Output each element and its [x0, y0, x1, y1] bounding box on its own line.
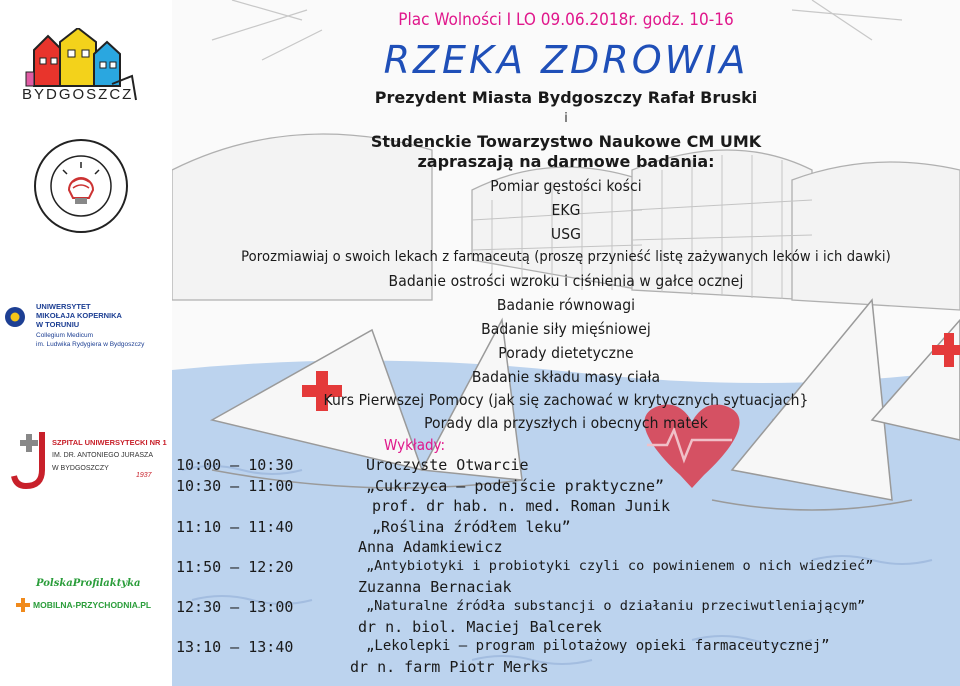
lecture-title: „Cukrzyca – podejście praktyczne”: [366, 477, 665, 495]
event-title: RZEKA ZDROWIA: [383, 38, 749, 82]
lecture-title: „Antybiotyki i probiotyki czyli co powinienem o nich wiedzieć”: [366, 558, 874, 574]
service-item: Pomiar gęstości kości: [490, 177, 642, 195]
szpital-line-3: W BYDGOSZCZY: [52, 465, 109, 472]
lecture-title: „Naturalne źródła substancji o działaniu przeciwutleniającym”: [366, 598, 866, 614]
szpital-logo: [10, 430, 170, 494]
event-place-date: Plac Wolności I LO 09.06.2018r. godz. 10-16: [398, 10, 734, 30]
invite-line: zapraszają na darmowe badania:: [417, 152, 715, 171]
umk-logo: [4, 300, 172, 360]
bydgoszcz-label: BYDGOSZCZ: [22, 86, 134, 103]
pp-line-2: MOBILNA-PRZYCHODNIA.PL: [33, 600, 152, 610]
umk-line-4: Collegium Medicum: [36, 332, 94, 339]
host-and: i: [564, 111, 568, 126]
stn-seal-icon: [33, 138, 129, 234]
service-item: Badanie składu masy ciała: [471, 368, 661, 386]
lecture-title: Uroczyste Otwarcie: [366, 456, 529, 474]
szpital-line-1: SZPITAL UNIWERSYTECKI NR 1: [52, 438, 167, 447]
lecture-speaker: Anna Adamkiewicz: [358, 538, 503, 556]
service-item: Porady dietetyczne: [498, 344, 634, 362]
lecture-time: 11:50 – 12:20: [176, 558, 294, 576]
service-item: USG: [550, 225, 582, 243]
szpital-year: 1937: [136, 472, 152, 479]
service-item: Badanie ostrości wzroku i ciśnienia w gałce ocznej: [388, 272, 744, 290]
lecture-time: 13:10 – 13:40: [176, 638, 294, 656]
host-stn: Studenckie Towarzystwo Naukowe CM UMK: [370, 132, 762, 151]
service-item: Badanie równowagi: [496, 296, 636, 314]
umk-line-2: MIKOŁAJA KOPERNIKA: [36, 311, 122, 320]
szpital-j-icon: [10, 430, 50, 490]
umk-line-5: im. Ludwika Rydygiera w Bydgoszczy: [36, 341, 145, 348]
szpital-line-2: IM. DR. ANTONIEGO JURASZA: [52, 452, 153, 459]
service-item: EKG: [551, 201, 581, 219]
lecture-time: 11:10 – 11:40: [176, 518, 294, 536]
medical-cross-icon: [16, 598, 30, 612]
pp-line-1: PolskaProfilaktyka: [36, 578, 141, 589]
lectures-heading: Wykłady:: [384, 436, 445, 454]
service-item: Kurs Pierwszej Pomocy (jak się zachować w krytycznych sytuacjach}: [323, 391, 809, 409]
umk-emblem-icon: [4, 304, 26, 330]
lecture-speaker: prof. dr hab. n. med. Roman Junik: [372, 497, 671, 515]
polska-profilaktyka-logo: [16, 578, 166, 618]
umk-line-1: UNIWERSYTET: [36, 302, 91, 311]
lecture-title: „Roślina źródłem leku”: [372, 518, 571, 536]
lecture-speaker: Zuzanna Bernaciak: [358, 578, 512, 596]
lecture-title: „Lekolepki – program pilotażowy opieki farmaceutycznej”: [366, 638, 830, 654]
poster: [172, 0, 960, 686]
lecture-speaker: dr n. farm Piotr Merks: [350, 658, 549, 676]
service-item: Porozmiawiaj o swoich lekach z farmaceutą (proszę przynieść listę zażywanych leków i ich dawki): [241, 248, 891, 265]
lecture-time: 10:00 – 10:30: [176, 456, 294, 474]
service-item: Porady dla przyszłych i obecnych matek: [424, 414, 708, 432]
logo-column: [0, 0, 172, 686]
stn-logo: [33, 138, 129, 234]
service-item: Badanie siły mięśniowej: [481, 320, 651, 338]
umk-line-3: W TORUNIU: [36, 320, 80, 329]
lecture-time: 12:30 – 13:00: [176, 598, 294, 616]
bydgoszcz-logo: [12, 28, 142, 108]
lecture-time: 10:30 – 11:00: [176, 477, 294, 495]
lecture-speaker: dr n. biol. Maciej Balcerek: [358, 618, 602, 636]
host-president: Prezydent Miasta Bydgoszczy Rafał Bruski: [374, 88, 758, 107]
